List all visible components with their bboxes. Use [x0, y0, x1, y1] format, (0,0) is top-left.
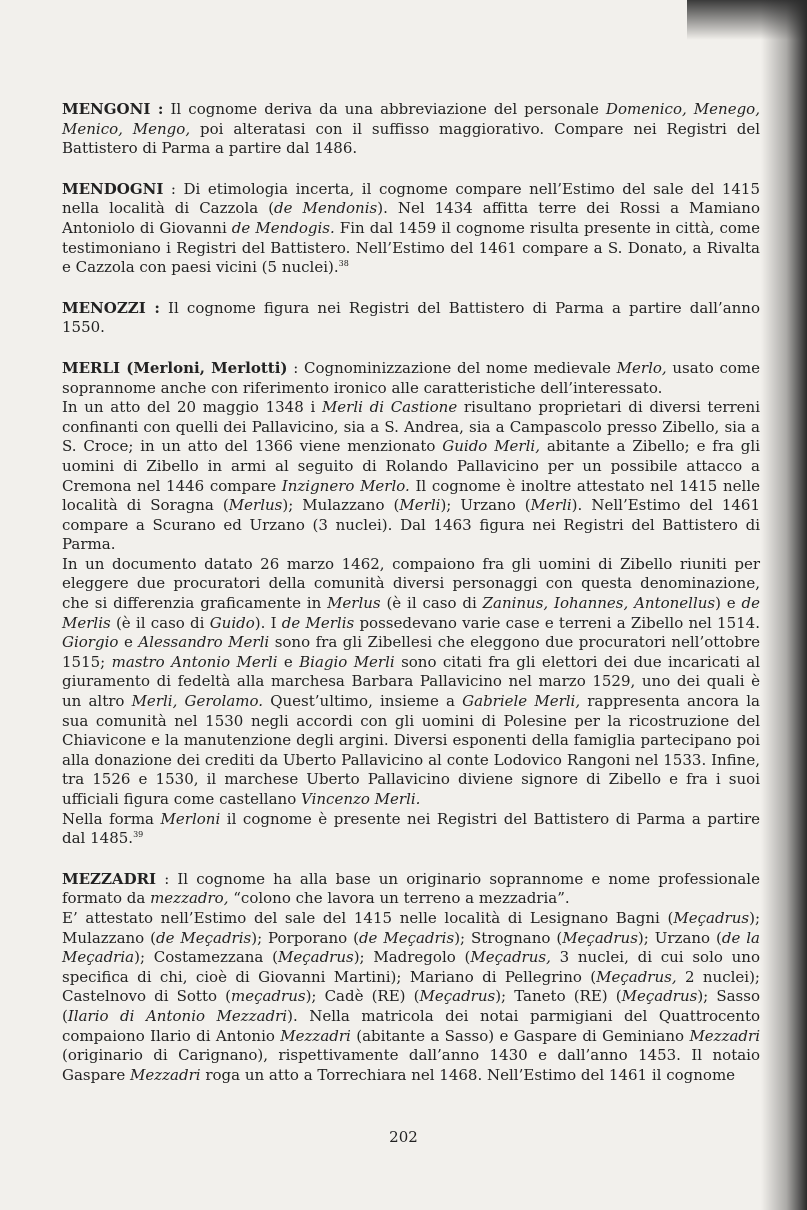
entry-heading: MENDOGNI	[62, 179, 164, 198]
text-run: ); Urzano (	[637, 928, 722, 947]
text-run: e	[277, 652, 300, 671]
text-run: sono fra gli Zibellesi che eleggono due procuratori nell’ottobre 1515;	[62, 633, 760, 671]
text-run: Fin dal 1459 il cognome risulta presente in città, come testimoniano i Registri del Battistero. Nell’Estimo del 1461 compare a S. Donato, a Rivalta e Cazzola con paesi vicini (5 nuclei).	[62, 218, 760, 277]
text-run: Il cognome è inoltre attestato nel 1415 nelle località di Soragna (	[62, 476, 760, 515]
text-run: ). Nell’Estimo del 1461 compare a Scurano ed Urzano (3 nuclei). Dal 1463 figura nei Registri del Battistero di Parma.	[62, 496, 760, 554]
text-run: usato come soprannome anche con riferimento ironico alle caratteristiche dell’interessato.	[62, 358, 760, 397]
text-run: ); Mulazzano (	[62, 908, 760, 947]
text-run: ). Nella matricola dei notai parmigiani del Quattrocento compaiono Ilario di Antonio	[62, 1006, 760, 1045]
entry-mezzadri	[62, 870, 760, 1086]
text-run: abitante a Zibello; e fra gli uomini di Zibello in armi al seguito di Rolando Pallavicino per un possibile attacco a Cremona nel 1446 compare	[62, 437, 761, 495]
italic-run: Meçadrus	[562, 928, 638, 947]
text-run: possedevano varie case e terreni a Zibello nel 1514.	[354, 613, 760, 632]
text-run: ); Sasso (	[62, 987, 760, 1025]
text-run: In un documento datato 26 marzo 1462, compaiono fra gli uomini di Zibello riuniti per eleggere due procuratori della comunità diversi personaggi con questa denominazione, che si differenzia graficamente in	[62, 554, 760, 613]
entry-heading: MENGONI :	[62, 100, 164, 118]
italic-run: meçadrus	[230, 987, 306, 1006]
italic-run: Meçadrus	[419, 987, 496, 1006]
text-run: (è il caso di	[110, 613, 210, 632]
text-run: ); Urzano (	[440, 496, 531, 515]
italic-run: de Meçadris	[358, 928, 455, 947]
entry-paragraph	[62, 870, 760, 909]
italic-run: Meçadrus	[277, 948, 354, 967]
footnote-ref: 39	[133, 830, 144, 840]
entry-paragraph	[62, 299, 760, 338]
text-run: ); Taneto (RE) (	[495, 987, 622, 1006]
italic-run: Guido Merli,	[442, 437, 540, 456]
text-run: risultano proprietari di diversi terreni confinanti con quelli dei Pallavicino, sia a S. Andrea, sia a Campascolo presso Zibello, sia a S. Croce; in un atto del 1366 viene menzionato	[62, 398, 760, 456]
text-run: sono citati fra gli elettori dei due incaricati al giuramento di fedeltà alla marchesa Barbara Pallavicino nel marzo 1529, uno dei quali è un altro	[62, 652, 761, 711]
text-run: ) e	[715, 594, 742, 613]
italic-run: Meçadrus	[621, 987, 698, 1006]
text-run: poi alteratasi con il suffisso maggiorativo. Compare nei Registri del Battistero di Parma a partire dal 1486.	[62, 119, 760, 158]
italic-run: de Meçadris	[155, 928, 252, 947]
text-run: Quest’ultimo, insieme a	[263, 692, 463, 711]
text-run: rappresenta ancora la sua comunità nel 1530 negli accordi con gli uomini di Polesine per la ricostruzione del Chiavicone e la manutenzione degli argini. Diversi esponenti della famiglia partecipano poi alla donazione dei crediti da Uberto Pallavicino al conte Lodovico Rangoni nel 1533. Infine, tra 1526 e 1530, il marchese Uberto Pallavicino diviene signore di Zibello e fra i suoi ufficiali figura come castellano	[62, 692, 760, 808]
text-run: Il cognome figura nei Registri del Battistero di Parma a partire dall’anno 1550.	[62, 298, 760, 337]
italic-run: de Merlis	[62, 594, 760, 632]
text-run: Il cognome deriva da una abbreviazione del personale	[163, 100, 606, 118]
italic-run: Biagio Merli	[299, 652, 395, 671]
italic-run: Meçadrus,	[596, 967, 677, 986]
text-run: 3 nuclei, di cui solo uno specifica di chi, cioè di Giovanni Martini); Mariano di Pellegrino (	[62, 948, 760, 986]
italic-run: Giorgio	[62, 633, 119, 652]
text-run: : Di etimologia incerta, il cognome compare nell’Estimo del sale del 1415 nella località di Cazzola (	[62, 179, 760, 218]
text-run: e	[118, 633, 139, 652]
text-run: (è il caso di	[380, 594, 483, 613]
italic-run: Merlus	[228, 496, 283, 515]
italic-run: de Mendonis	[274, 199, 378, 218]
text-run: ); Costamezzana (	[134, 948, 278, 967]
text-run: (abitante a Sasso) e Gaspare di Geminiano	[350, 1026, 690, 1045]
text-run: “colono che lavora un terreno a mezzadria”.	[228, 889, 570, 908]
text-run: ); Cadè (RE) (	[305, 987, 420, 1006]
italic-run: Merlus	[327, 594, 381, 613]
italic-run: de Mendogis.	[231, 218, 335, 237]
entry-paragraph	[62, 398, 760, 555]
italic-run: Merloni	[160, 809, 221, 828]
page-body	[62, 100, 760, 1106]
text-run: ); Porporano (	[251, 928, 359, 947]
entry-paragraph	[62, 100, 760, 159]
text-run: : Il cognome ha alla base un originario soprannome e nome professionale formato da	[62, 869, 760, 908]
text-run: ). I	[254, 613, 282, 632]
text-run: (originario di Carignano), rispettivamente dall’anno 1430 e dall’anno 1453. Il notaio Gaspare	[62, 1046, 760, 1084]
italic-run: Mezzadri	[280, 1026, 351, 1045]
italic-run: Ilario di Antonio Mezzadri	[67, 1006, 288, 1025]
text-run: E’ attestato nell’Estimo del sale del 1415 nelle località di Lesignano Bagni (	[62, 908, 674, 927]
text-run: ); Mulazzano (	[282, 496, 400, 515]
entry-heading: MENOZZI :	[62, 298, 160, 317]
entry-heading: MERLI (Merloni, Merlotti)	[62, 358, 288, 377]
text-run: : Cognominizzazione del nome medievale	[287, 358, 617, 377]
italic-run: Alessandro Merli	[138, 633, 270, 652]
entry-menozzi	[62, 299, 760, 338]
text-run: il cognome è presente nei Registri del Battistero di Parma a partire dal 1485.	[62, 809, 760, 848]
italic-run: de la Meçadria	[62, 928, 760, 967]
italic-run: mezzadro,	[150, 889, 229, 908]
page-number: 202	[389, 1128, 418, 1146]
text-run: ). Nel 1434 affitta terre dei Rossi a Mamiano Antoniolo di Giovanni	[62, 199, 760, 237]
text-run: 2 nuclei); Castelnovo di Sotto (	[62, 967, 760, 1006]
text-run: ); Madregolo (	[353, 948, 471, 967]
italic-run: Merli, Gerolamo.	[131, 692, 264, 711]
italic-run: Domenico, Menego, Menico, Mengo,	[62, 100, 760, 138]
entry-paragraph	[62, 359, 760, 398]
entry-heading: MEZZADRI	[62, 869, 157, 888]
text-run: In un atto del 20 maggio 1348 i	[62, 398, 322, 417]
entry-paragraph	[62, 180, 760, 278]
entry-merli	[62, 359, 760, 849]
italic-run: Meçadrus,	[470, 948, 551, 967]
italic-run: Vincenzo Merli.	[301, 790, 421, 808]
italic-run: Merlo,	[616, 358, 667, 377]
entry-paragraph	[62, 810, 760, 849]
entry-mendogni	[62, 180, 760, 278]
italic-run: Merli	[399, 496, 441, 515]
italic-run: Merli di Castione	[321, 398, 458, 417]
entry-paragraph	[62, 555, 760, 810]
italic-run: Inzignero Merlo.	[281, 476, 410, 495]
page-edge-shadow	[761, 0, 807, 1210]
entry-mengoni	[62, 100, 760, 159]
italic-run: Guido	[209, 613, 255, 632]
italic-run: mastro Antonio Merli	[111, 652, 278, 671]
italic-run: Mezzadri	[689, 1026, 760, 1045]
italic-run: Gabriele Merli,	[462, 692, 581, 711]
text-run: ); Strognano (	[454, 928, 563, 947]
italic-run: Merli	[530, 496, 572, 515]
italic-run: de Merlis	[281, 613, 355, 632]
italic-run: Mezzadri	[129, 1065, 201, 1084]
text-run: roga un atto a Torrechiara nel 1468. Nell’Estimo del 1461 il cognome	[200, 1065, 736, 1084]
italic-run: Zaninus, Iohannes, Antonellus	[482, 594, 716, 613]
footnote-ref: 38	[338, 259, 349, 269]
entry-paragraph	[62, 909, 760, 1085]
italic-run: Meçadrus	[673, 908, 750, 927]
text-run: Nella forma	[62, 809, 161, 828]
